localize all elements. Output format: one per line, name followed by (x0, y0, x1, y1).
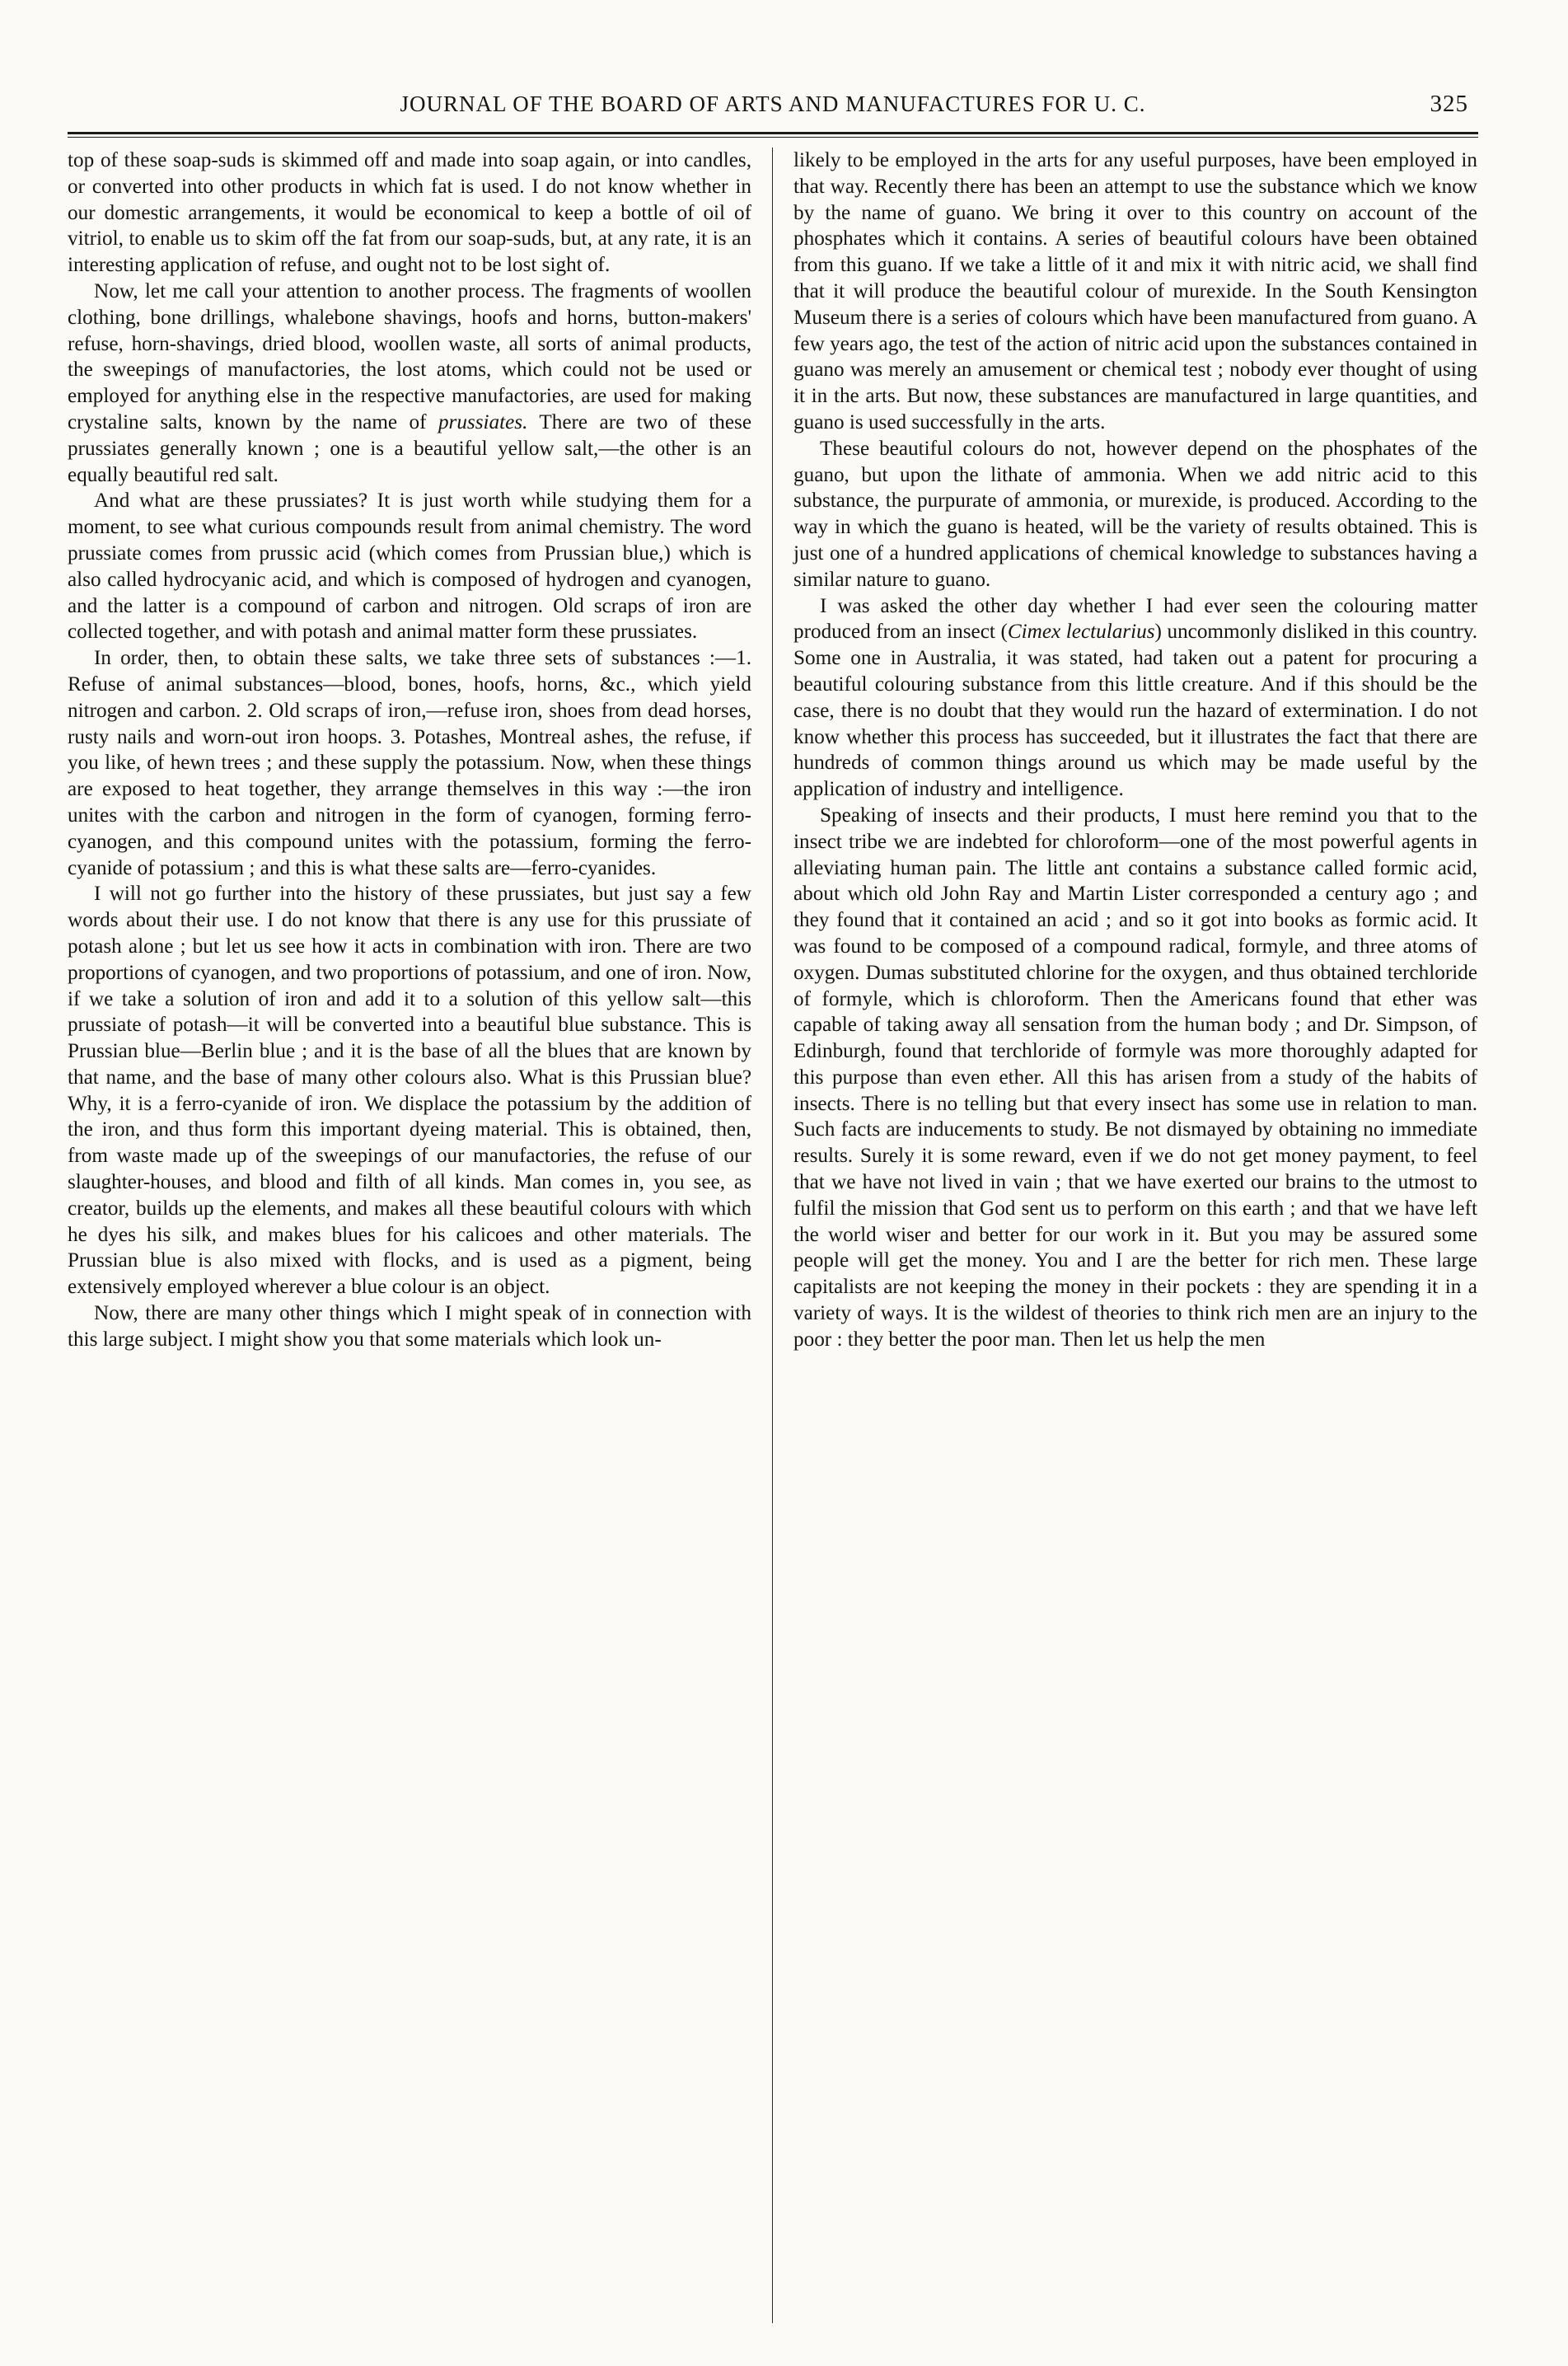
page-number: 325 (1430, 91, 1468, 117)
paragraph: likely to be employed in the arts for any useful purposes, have been employed in that way. Recently there has been an attempt to use the substance which we know by the name of guano. We bring it over to this country on account of the phosphates which it contains. A series of beautiful colours have been obtained from this guano. If we take a little of it and mix it with nitric acid, we shall find that it will produce the beautiful colour of murexide. In the South Kensington Museum there is a series of colours which have been manufactured from guano. A few years ago, the test of the action of nitric acid upon the substances contained in guano was merely an amusement or chemical test ; nobody ever thought of using it in the arts. But now, these substances are manufactured in large quantities, and guano is used successfully in the arts. (793, 149, 1477, 433)
paragraph: I was asked the other day whether I had ever seen the colouring matter produced from an insect (Cimex lectularius) uncommonly disliked in this country. Some one in Australia, it was stated, had taken out a patent for procuring a beautiful colouring substance from this little creature. And if this should be the case, there is no doubt that they would run the hazard of extermination. I do not know whether this process has succeeded, but it illustrates the fact that there are hundreds of common things around us which may be made useful by the application of industry and intelligence. (793, 594, 1477, 801)
paragraph: I will not go further into the history of these prussiates, but just say a few words about their use. I do not know that there is any use for this prussiate of potash alone ; but let us see how it acts in combination with iron. There are two proportions of cyanogen, and two proportions of potassium, and one of iron. Now, if we take a solution of iron and add it to a solution of this yellow salt—this prussiate of potash—it will be converted into a beautiful blue substance. This is Prussian blue—Berlin blue ; and it is the base of all the blues that are known by that name, and the base of many other colours also. What is this Prussian blue? Why, it is a ferro-cyanide of iron. We displace the potassium by the addition of the iron, and thus form this important dyeing material. This is obtained, then, from waste made up of the sweepings of our manufactories, the refuse of our slaughter-houses, and blood and filth of all kinds. Man comes in, you see, as creator, builds up the elements, and makes all these beautiful colours with which he dyes his silk, and makes blues for his calicoes and other materials. The Prussian blue is also mixed with flocks, and is used as a pigment, being extensively employed wherever a blue colour is an object. (68, 883, 751, 1299)
paragraph: In order, then, to obtain these salts, we take three sets of substances :—1. Refuse of animal substances—blood, bones, hoofs, horns, &c., which yield nitrogen and carbon. 2. Old scraps of iron,—refuse iron, shoes from dead horses, rusty nails and worn-out iron hoops. 3. Potashes, Montreal ashes, the refuse, if you like, of hewn trees ; and these supply the potassium. Now, when these things are exposed to heat together, they arrange themselves in this way :—the iron unites with the carbon and nitrogen in the form of cyanogen, forming ferro-cyanogen, and this compound unites with the potassium, forming the ferro-cyanide of potassium ; and this is what these salts are—ferro-cyanides. (68, 647, 751, 879)
journal-page (68, 79, 1478, 2341)
article-columns (68, 148, 1478, 2323)
paragraph: Speaking of insects and their products, I must here remind you that to the insect tribe we are indebted for chloroform—one of the most powerful agents in alleviating human pain. The little ant contains a substance called formic acid, about which old John Ray and Martin Lister corresponded a century ago ; and they found that it contained an acid ; and so it got into books as formic acid. It was found to be composed of a compound radical, formyle, and three atoms of oxygen. Dumas substituted chlorine for the oxygen, and thus obtained terchloride of formyle, which is chloroform. Then the Americans found that ether was capable of taking away all sensation from the human body ; and Dr. Simpson, of Edinburgh, found that terchloride of formyle was more thoroughly adapted for this purpose than even ether. All this has arisen from a study of the habits of insects. There is no telling but that every insect has some use in relation to man. Such facts are inducements to study. Be not dismayed by obtaining no immediate results. Surely it is some reward, even if we do not get money payment, to feel that we have not lived in vain ; that we have exerted our brains to the utmost to fulfil the mission that God sent us to perform on this earth ; and that we have left the world wiser and better for our work in it. But you may be assured some people will get the money. You and I are the better for rich men. These large capitalists are not keeping the money in their pockets : they are spending it in a variety of ways. It is the wildest of theories to think rich men are an injury to the poor : they better the poor man. Then let us help the men (793, 804, 1477, 1351)
running-header (68, 79, 1478, 129)
left-column (68, 148, 751, 2323)
header-rule (68, 132, 1478, 138)
italic-term: Cimex lectularius (1007, 621, 1155, 644)
column-divider (772, 148, 773, 2323)
paragraph: These beautiful colours do not, however depend on the phosphates of the guano, but upon the lithate of ammonia. When we add nitric acid to this substance, the purpurate of ammonia, or murexide, is produced. According to the way in which the guano is heated, will be the variety of results obtained. This is just one of a hundred applications of chemical knowledge to substances having a similar nature to guano. (793, 437, 1477, 591)
paragraph: Now, there are many other things which I might speak of in connection with this large subject. I might show you that some materials which look un- (68, 1302, 751, 1351)
italic-term: prussiates. (438, 410, 528, 433)
paragraph: Now, let me call your attention to another process. The fragments of woollen clothing, bone drillings, whalebone shavings, hoofs and horns, button-makers' refuse, horn-shavings, dried blood, woollen waste, all sorts of animal products, the sweepings of manufactories, the lost atoms, which could not be used or employed for anything else in the respective manufactories, are used for making crystaline salts, known by the name of prussiates. There are two of these prussiates generally known ; one is a beautiful yellow salt,—the other is an equally beautiful red salt. (68, 279, 752, 486)
right-column (793, 148, 1477, 2323)
journal-title: JOURNAL OF THE BOARD OF ARTS AND MANUFACTURES FOR U. C. (400, 91, 1146, 116)
paragraph: And what are these prussiates? It is just worth while studying them for a moment, to see what curious compounds result from animal chemistry. The word prussiate comes from prussic acid (which comes from Prussian blue,) which is also called hydrocyanic acid, and which is composed of hydrogen and cyanogen, and the latter is a compound of carbon and nitrogen. Old scraps of iron are collected together, and with potash and animal matter form these prussiates. (68, 490, 751, 644)
paragraph: top of these soap-suds is skimmed off and made into soap again, or into candles, or converted into other products in which fat is used. I do not know whether in our domestic arrangements, it would be economical to keep a bottle of oil of vitriol, to enable us to skim off the fat from our soap-suds, but, at any rate, it is an interesting application of refuse, and ought not to be lost sight of. (68, 149, 751, 277)
